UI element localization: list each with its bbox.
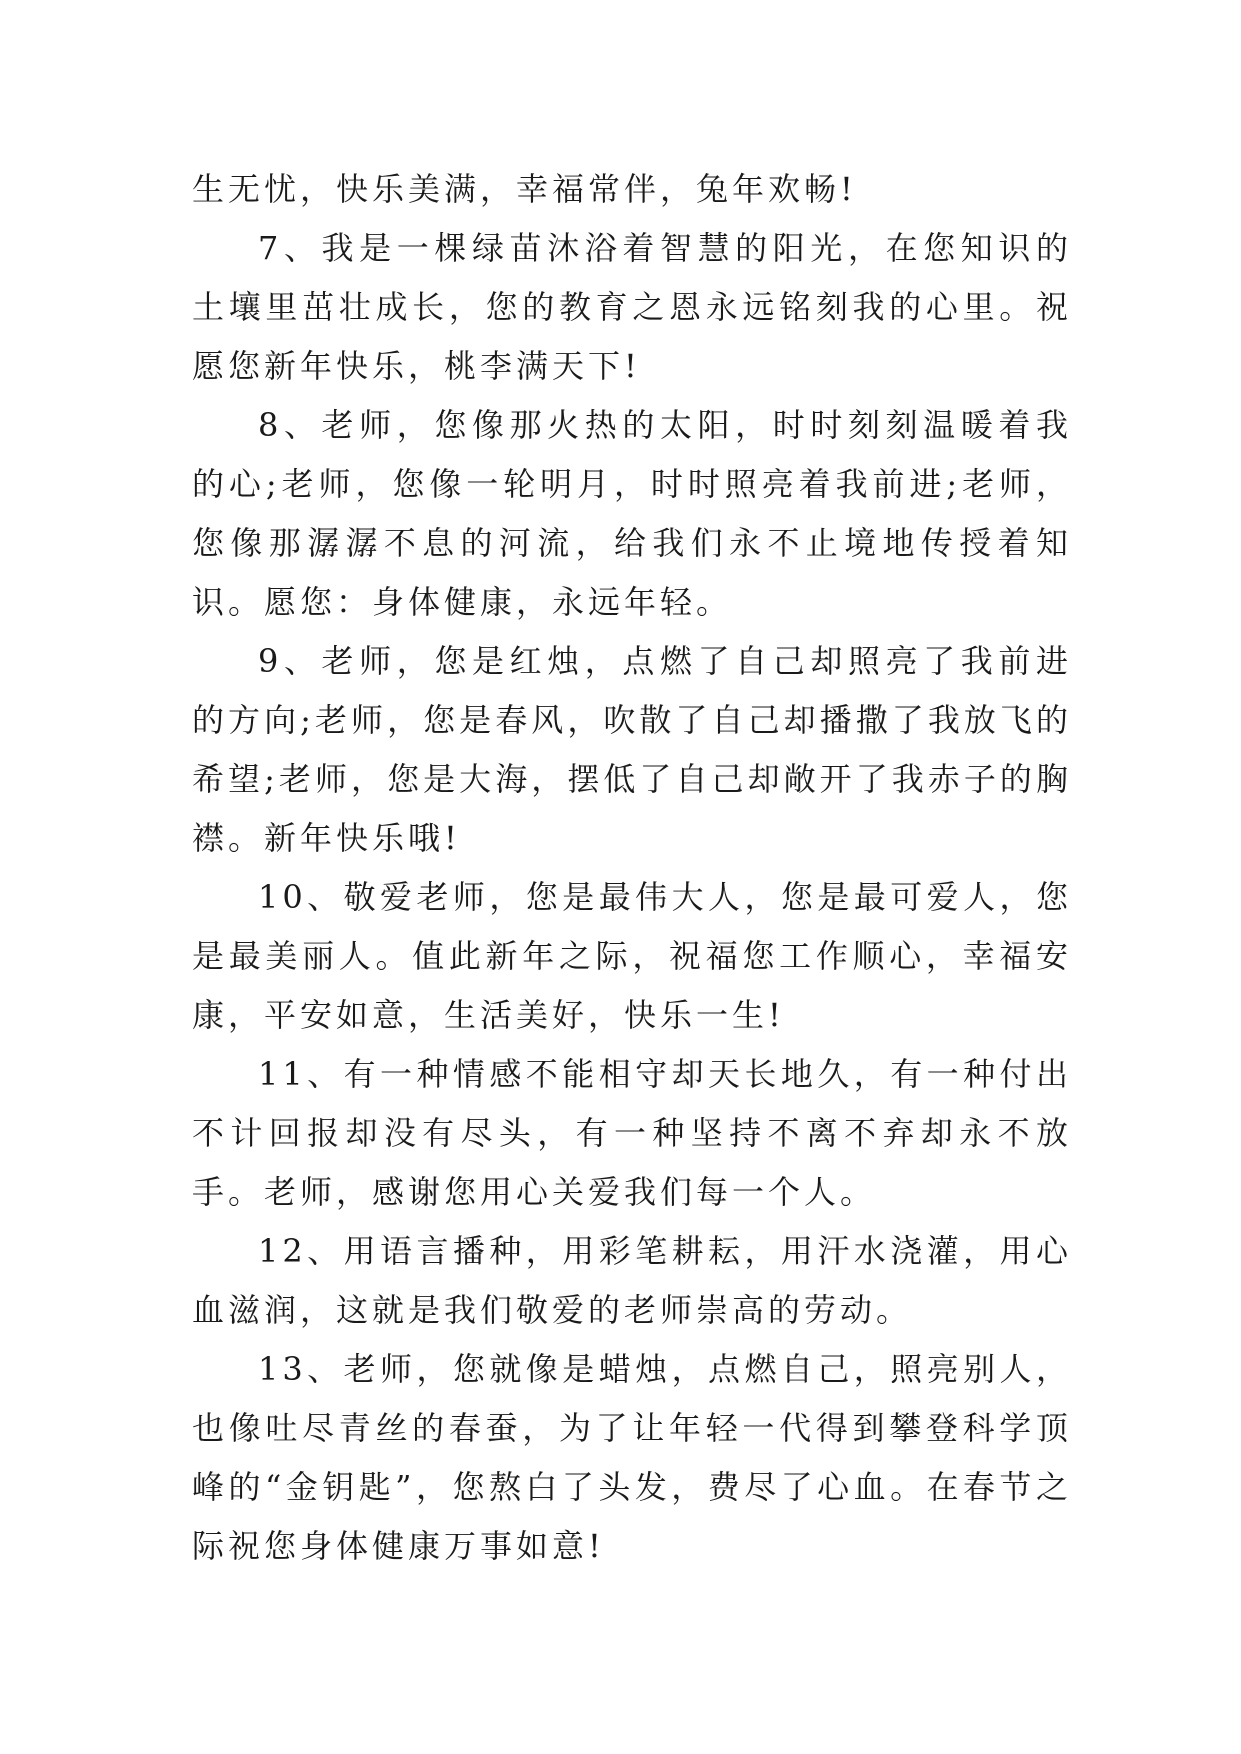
paragraph-10: 10、敬爱老师，您是最伟大人，您是最可爱人，您是最美丽人。值此新年之际，祝福您工作顺心，幸福安康，平安如意，生活美好，快乐一生! <box>192 878 1072 1034</box>
paragraph-continuation: 生无忧，快乐美满，幸福常伴，兔年欢畅! <box>192 170 857 208</box>
paragraph-13: 13、老师，您就像是蜡烛，点燃自己，照亮别人，也像吐尽青丝的春蚕，为了让年轻一代得到攀登科学顶峰的“金钥匙”，您熬白了头发，费尽了心血。在春节之际祝您身体健康万事如意! <box>192 1350 1072 1565</box>
document-body <box>192 160 1072 1576</box>
paragraph-7: 7、我是一棵绿苗沐浴着智慧的阳光，在您知识的土壤里茁壮成长，您的教育之恩永远铭刻我的心里。祝愿您新年快乐，桃李满天下! <box>192 229 1072 385</box>
paragraph-12: 12、用语言播种，用彩笔耕耘，用汗水浇灌，用心血滋润，这就是我们敬爱的老师崇高的劳动。 <box>192 1232 1072 1329</box>
paragraph-8: 8、老师，您像那火热的太阳，时时刻刻温暖着我的心;老师，您像一轮明月，时时照亮着我前进;老师，您像那潺潺不息的河流，给我们永不止境地传授着知识。愿您：身体健康，永远年轻。 <box>192 406 1072 621</box>
paragraph-9: 9、老师，您是红烛，点燃了自己却照亮了我前进的方向;老师，您是春风，吹散了自己却播撒了我放飞的希望;老师，您是大海，摆低了自己却敞开了我赤子的胸襟。新年快乐哦! <box>192 642 1072 857</box>
paragraph-11: 11、有一种情感不能相守却天长地久，有一种付出不计回报却没有尽头，有一种坚持不离不弃却永不放手。老师，感谢您用心关爱我们每一个人。 <box>192 1055 1072 1211</box>
